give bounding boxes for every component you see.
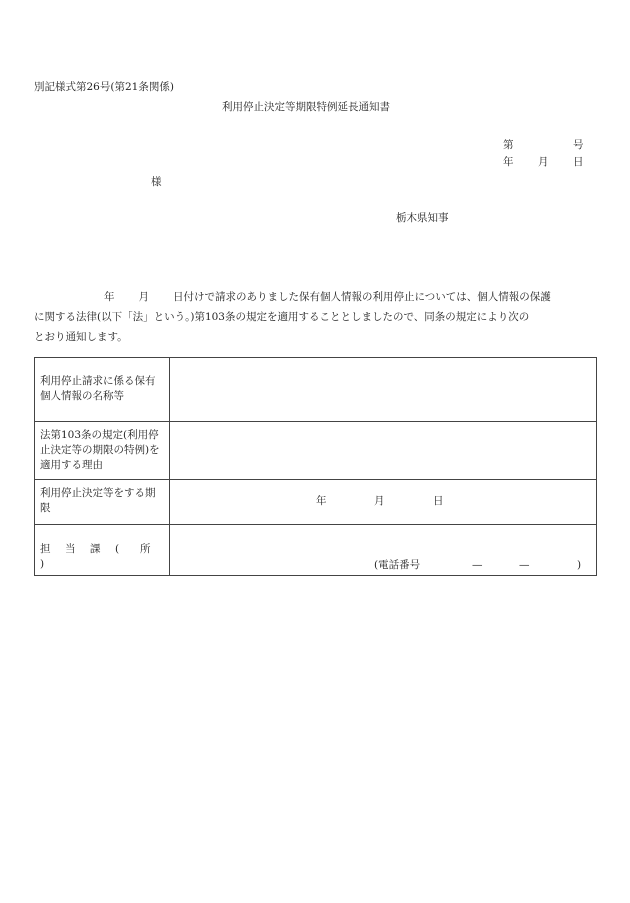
document-number-prefix: 第 xyxy=(503,139,514,151)
row-value-info-name xyxy=(170,358,597,422)
deadline-day: 日 xyxy=(433,495,444,507)
body-year: 年 xyxy=(104,291,115,303)
issue-date-year: 年 xyxy=(503,156,514,168)
dept-char: 担 xyxy=(40,543,51,555)
addressee-suffix: 様 xyxy=(151,176,162,188)
phone-close: ) xyxy=(577,559,582,571)
deadline-year: 年 xyxy=(316,495,327,507)
dept-char: 当 xyxy=(65,543,76,555)
issue-date-month: 月 xyxy=(538,156,549,168)
body-line-1 xyxy=(34,287,600,307)
table-row xyxy=(35,422,597,480)
notice-info-table xyxy=(34,357,597,576)
phone-dash-2: — xyxy=(519,559,530,571)
body-line-1-text: 日付けで請求のありました保有個人情報の利用停止については、個人情報の保護 xyxy=(173,291,551,303)
dept-char: ) xyxy=(40,558,45,570)
notice-body xyxy=(34,287,600,347)
document-title: 利用停止決定等期限特例延長通知書 xyxy=(222,101,390,113)
dept-char: 課 xyxy=(90,543,101,555)
row-value-deadline xyxy=(170,480,597,525)
form-number: 別記様式第26号(第21条関係) xyxy=(34,81,174,93)
body-line-3: とおり通知します。 xyxy=(34,331,128,343)
row-label-reason: 法第103条の規定(利用停止決定等の期限の特例)を適用する理由 xyxy=(35,422,170,480)
dept-char: ( xyxy=(115,543,120,555)
row-label-info-name: 利用停止請求に係る保有個人情報の名称等 xyxy=(35,358,170,422)
body-month: 月 xyxy=(138,291,149,303)
row-label-department xyxy=(35,525,170,576)
body-line-2: に関する法律(以下「法」という。)第103条の規定を適用することとしましたので、同条の規定により次の xyxy=(34,311,530,323)
document-number-suffix: 号 xyxy=(573,139,584,151)
phone-dash-1: — xyxy=(472,559,483,571)
row-label-deadline: 利用停止決定等をする期限 xyxy=(35,480,170,525)
deadline-month: 月 xyxy=(374,495,385,507)
issue-date-day: 日 xyxy=(573,156,584,168)
issuer-name: 栃木県知事 xyxy=(396,212,449,224)
row-value-department xyxy=(170,525,597,576)
table-row xyxy=(35,480,597,525)
row-value-reason xyxy=(170,422,597,480)
phone-label: (電話番号 xyxy=(374,559,421,571)
dept-char: 所 xyxy=(140,543,151,555)
table-row xyxy=(35,525,597,576)
table-row xyxy=(35,358,597,422)
